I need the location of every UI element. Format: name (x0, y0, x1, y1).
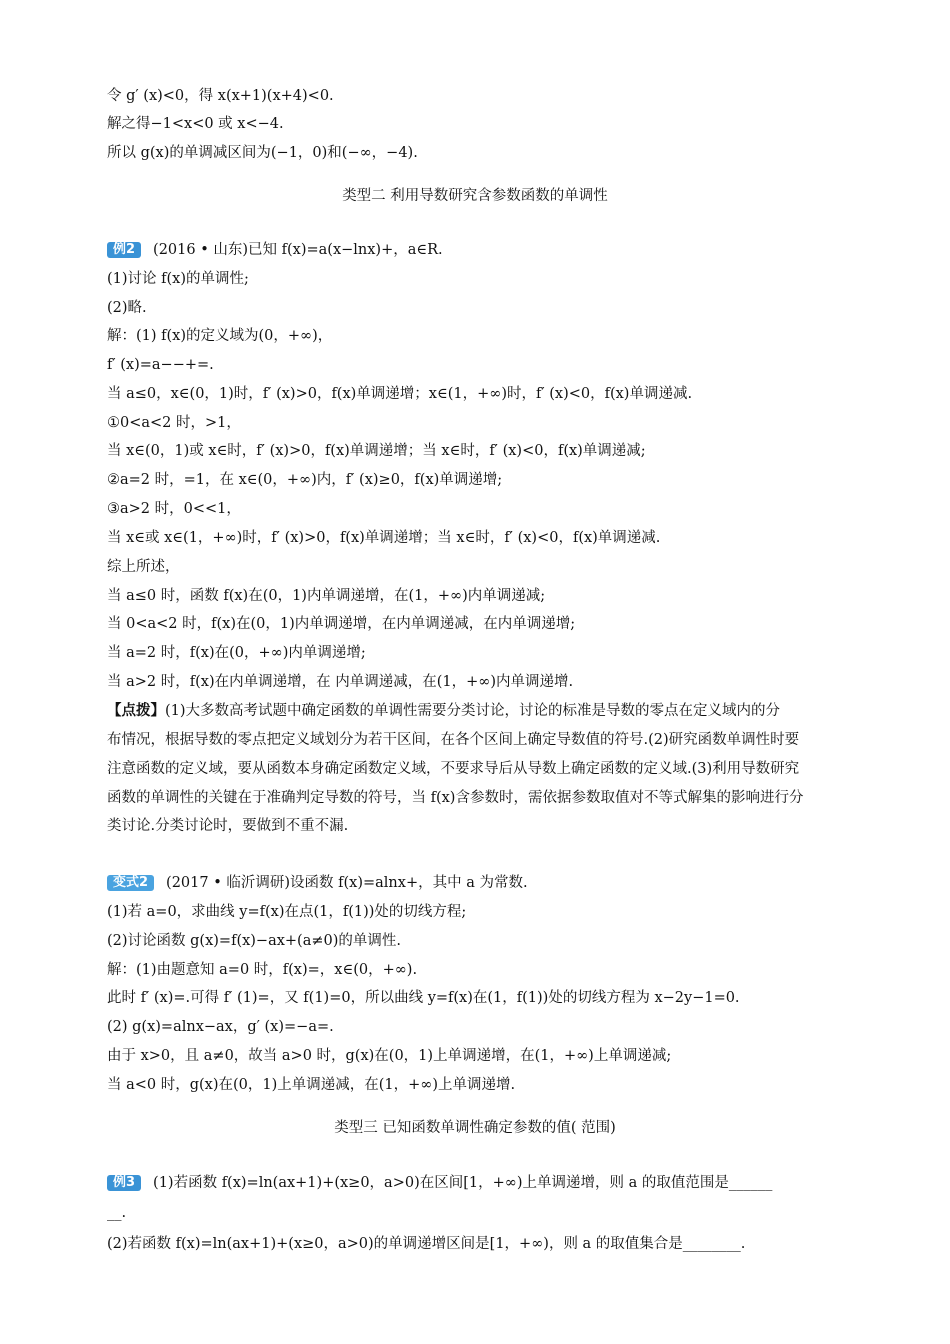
text-line: 解之得−1<x<0 或 x<−4. (107, 116, 284, 132)
text-line: 当 a≤0，x∈(0，1)时，f′ (x)>0，f(x)单调递增；x∈(1，+∞)时，f′ (x)<0，f(x)单调递减. (107, 386, 693, 402)
text-line: f′ (x)=a−−+=. (107, 357, 214, 373)
text-line: 当 a=2 时，f(x)在(0，+∞)内单调递增; (107, 645, 366, 661)
variant-stem (107, 873, 528, 893)
example-question (107, 1173, 772, 1193)
variant-stem-text: (2017 • 临沂调研)设函数 f(x)=alnx+，其中 a 为常数. (166, 875, 528, 891)
tip-paragraph-line (107, 701, 780, 721)
tip-text: (1)大多数高考试题中确定函数的单调性需要分类讨论，讨论的标准是导数的零点在定义域内的分 (165, 703, 781, 719)
text-line: 此时 f′ (x)=.可得 f′ (1)=，又 f(1)=0，所以曲线 y=f(x)在(1，f(1))处的切线方程为 x−2y−1=0. (107, 990, 740, 1006)
text-line: (2) g(x)=alnx−ax，g′ (x)=−a=. (107, 1019, 334, 1035)
text-line: ③a>2 时，0<<1， (107, 501, 241, 517)
text-line: 令 g′ (x)<0，得 x(x+1)(x+4)<0. (107, 88, 334, 104)
text-line: 当 0<a<2 时，f(x)在(0，1)内单调递增，在内单调递减，在内单调递增; (107, 616, 576, 632)
text-line: 当 x∈或 x∈(1，+∞)时，f′ (x)>0，f(x)单调递增；当 x∈时，f′ (x)<0，f(x)单调递减. (107, 530, 661, 546)
text-line: 当 x∈(0，1)或 x∈时，f′ (x)>0，f(x)单调递增；当 x∈时，f′ (x)<0，f(x)单调递减; (107, 443, 646, 459)
text-line: 当 a>2 时，f(x)在内单调递增，在 内单调递减，在(1，+∞)内单调递增. (107, 674, 574, 690)
text-line: 综上所述， (107, 559, 180, 575)
example-badge: 例3 (107, 1175, 141, 1191)
text-line: 解：(1) f(x)的定义域为(0，+∞)， (107, 328, 333, 344)
example-badge: 例2 (107, 242, 141, 258)
text-line: (2)略. (107, 300, 147, 316)
example-stem-text: (2016 • 山东)已知 f(x)=a(x−lnx)+，a∈R. (153, 242, 443, 258)
tip-paragraph-line: 类讨论.分类讨论时，要做到不重不漏. (107, 818, 349, 834)
text-line: 当 a≤0 时，函数 f(x)在(0，1)内单调递增，在(1，+∞)内单调递减; (107, 588, 546, 604)
text-line: ②a=2 时，=1，在 x∈(0，+∞)内，f′ (x)≥0，f(x)单调递增; (107, 472, 503, 488)
text-line: ①0<a<2 时，>1， (107, 415, 241, 431)
section-title: 类型二 利用导数研究含参数函数的单调性 (342, 188, 608, 204)
text-line: 解：(1)由题意知 a=0 时，f(x)=，x∈(0，+∞). (107, 962, 418, 978)
text-line: (2)讨论函数 g(x)=f(x)−ax+(a≠0)的单调性. (107, 933, 401, 949)
variant-badge: 变式2 (107, 875, 154, 891)
tip-paragraph-line: 布情况，根据导数的零点把定义域划分为若干区间，在各个区间上确定导数值的符号.(2)研究函数单调性时要 (107, 732, 800, 748)
example-stem (107, 240, 443, 260)
example-question-text: (1)若函数 f(x)=ln(ax+1)+(x≥0，a>0)在区间[1，+∞)上单调递增，则 a 的取值范围是______ (153, 1175, 773, 1191)
text-line: 当 a<0 时，g(x)在(0，1)上单调递减，在(1，+∞)上单调递增. (107, 1077, 516, 1093)
text-line: __. (107, 1205, 127, 1221)
tip-label: 【点拨】 (107, 702, 165, 719)
text-line: (1)若 a=0，求曲线 y=f(x)在点(1，f(1))处的切线方程; (107, 904, 467, 920)
section-title: 类型三 已知函数单调性确定参数的值( 范围) (334, 1120, 616, 1136)
tip-paragraph-line: 注意函数的定义域，要从函数本身确定函数定义域，不要求导后从导数上确定函数的定义域.(3)利用导数研究 (107, 761, 800, 777)
text-line: (2)若函数 f(x)=ln(ax+1)+(x≥0，a>0)的单调递增区间是[1，+∞)，则 a 的取值集合是________. (107, 1236, 746, 1252)
text-line: 所以 g(x)的单调减区间为(−1，0)和(−∞，−4). (107, 145, 418, 161)
text-line: 由于 x>0，且 a≠0，故当 a>0 时，g(x)在(0，1)上单调递增，在(1，+∞)上单调递减; (107, 1048, 672, 1064)
text-line: (1)讨论 f(x)的单调性; (107, 271, 249, 287)
tip-paragraph-line: 函数的单调性的关键在于准确判定导数的符号，当 f(x)含参数时，需依据参数取值对不等式解集的影响进行分 (107, 790, 804, 806)
